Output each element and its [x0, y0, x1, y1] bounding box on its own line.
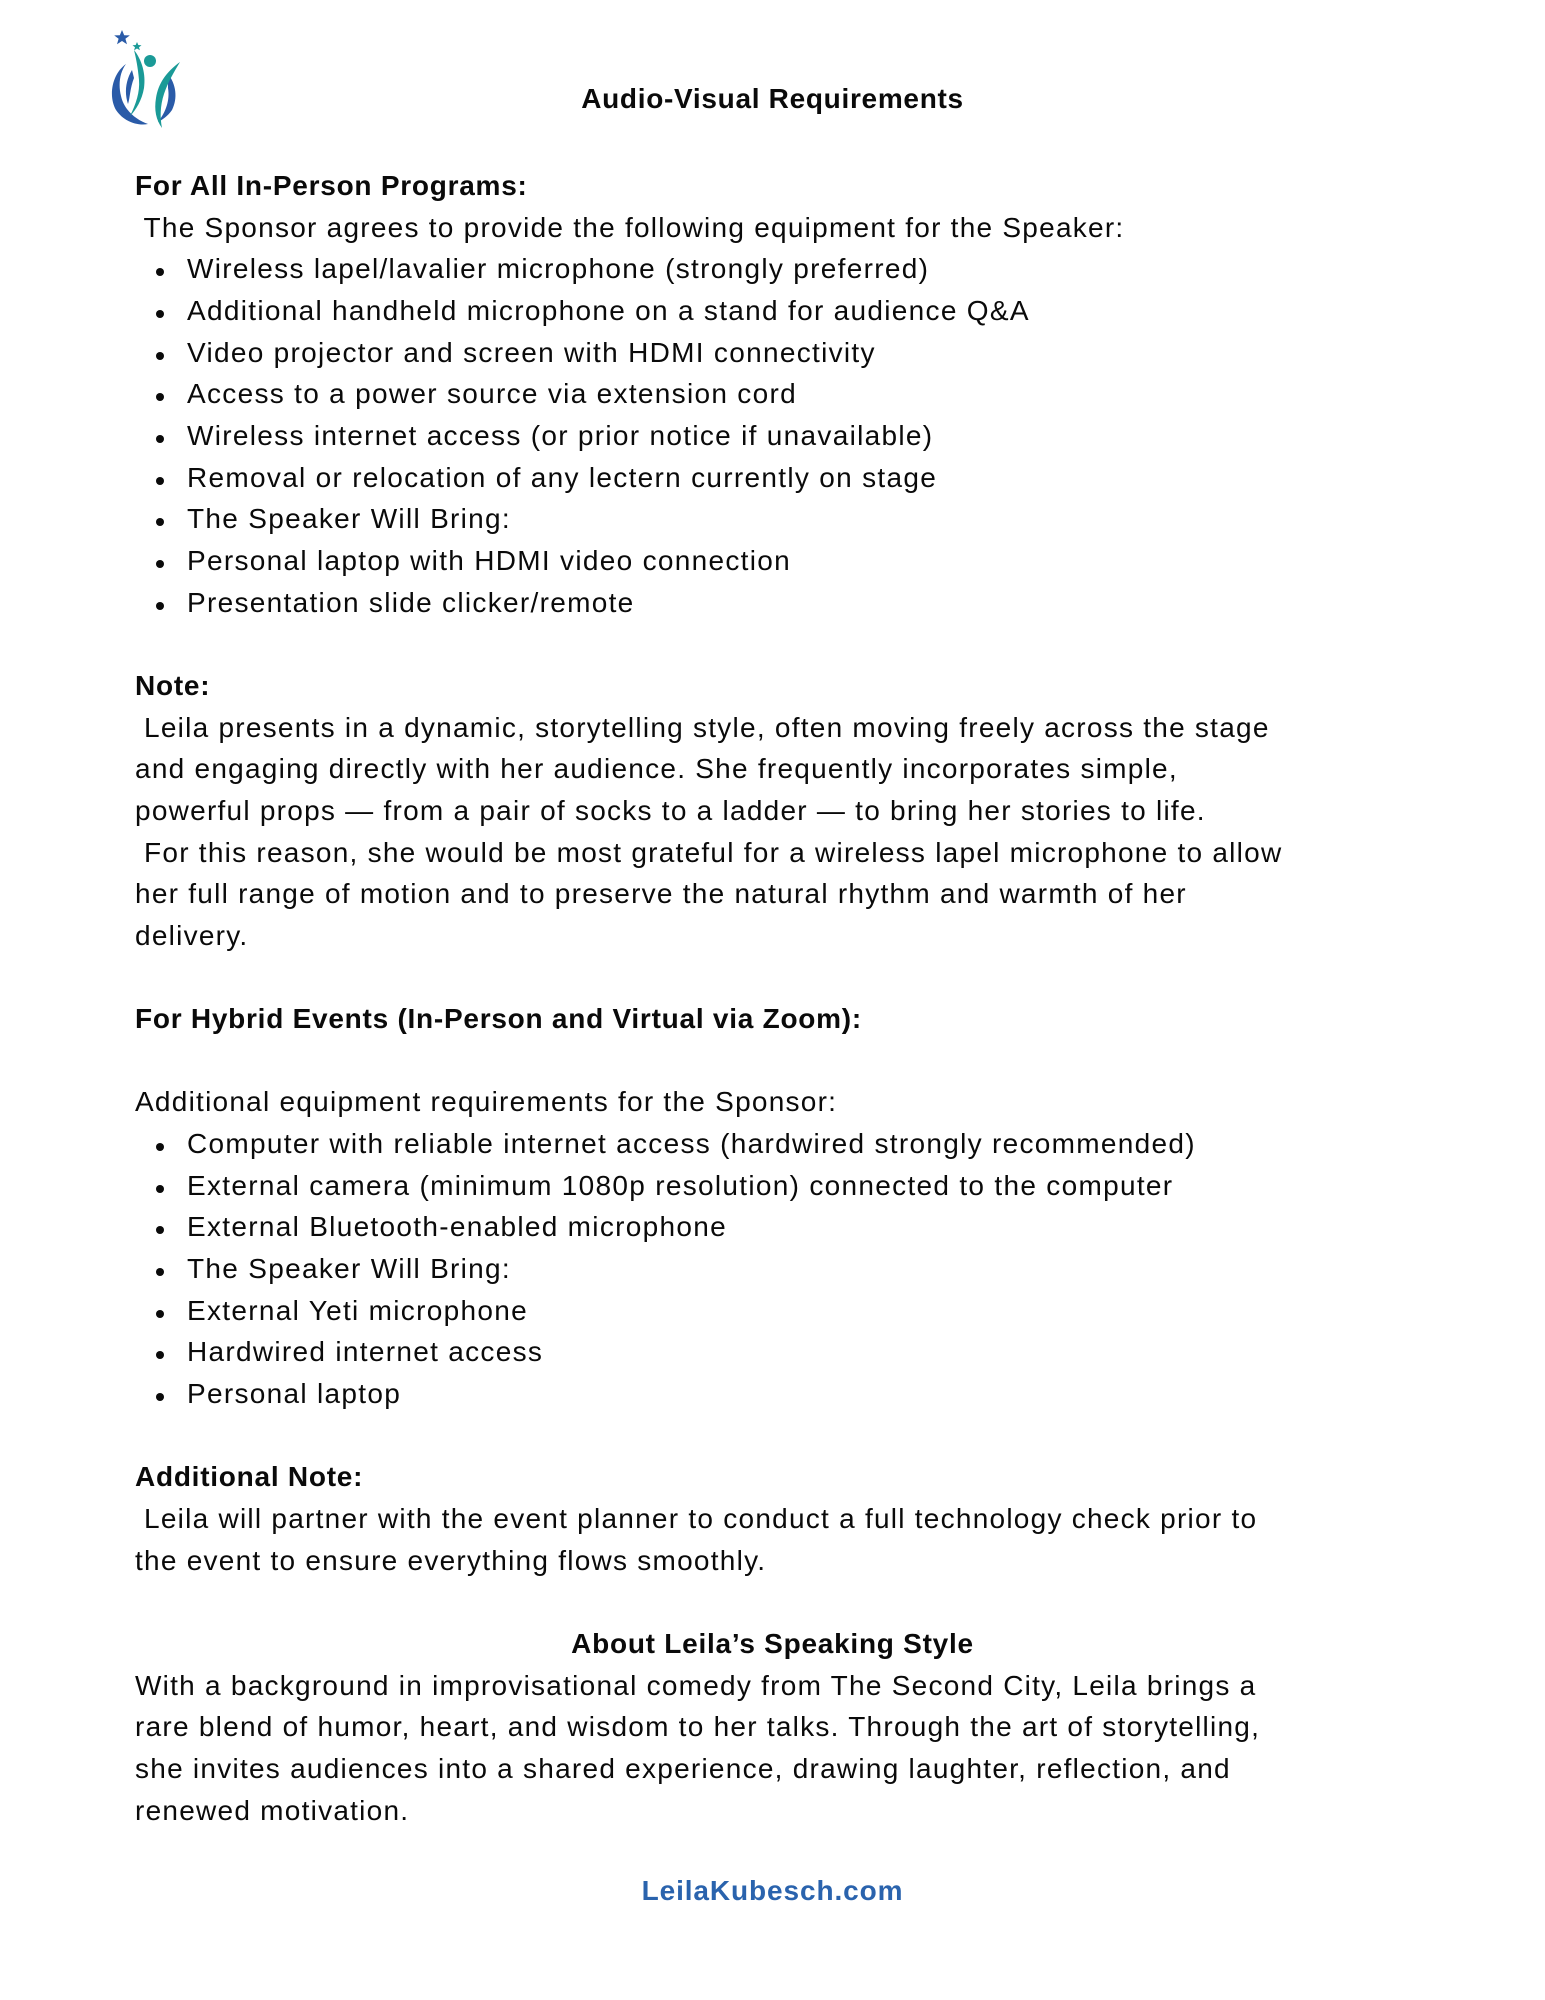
list-item: External Yeti microphone [135, 1290, 1435, 1332]
list-item: The Speaker Will Bring: [135, 1248, 1435, 1290]
about-heading: About Leila’s Speaking Style [571, 1627, 974, 1659]
in-person-heading: For All In-Person Programs: [135, 170, 528, 201]
bullet-icon [156, 310, 164, 318]
about-line: rare blend of humor, heart, and wisdom to her talks. Through the art of storytelling, [135, 1711, 1261, 1743]
large-star-icon [114, 30, 130, 44]
list-item: Presentation slide clicker/remote [135, 582, 1435, 624]
hybrid-intro: Additional equipment requirements for the Sponsor: [135, 1086, 838, 1118]
small-star-icon [133, 42, 142, 50]
bullet-icon [156, 1226, 164, 1234]
spacer [135, 956, 1435, 998]
note-line: For this reason, she would be most grateful for a wireless lapel microphone to allow [135, 836, 1283, 868]
bullet-icon [156, 1185, 164, 1193]
list-item: Wireless internet access (or prior notice if unavailable) [135, 415, 1435, 457]
list-item: Personal laptop with HDMI video connection [135, 540, 1435, 582]
bullet-icon [156, 518, 164, 526]
list-item: Removal or relocation of any lectern currently on stage [135, 457, 1435, 499]
bullet-icon [156, 602, 164, 610]
bullet-icon [156, 1268, 164, 1276]
bullet-icon [156, 1310, 164, 1318]
about-line: With a background in improvisational comedy from The Second City, Leila brings a [135, 1669, 1257, 1701]
list-item: Wireless lapel/lavalier microphone (strongly preferred) [135, 248, 1435, 290]
note-line: her full range of motion and to preserve the natural rhythm and warmth of her [135, 878, 1187, 910]
document-body [135, 165, 1435, 1831]
page-title: Audio-Visual Requirements [581, 83, 964, 114]
list-item: External camera (minimum 1080p resolution) connected to the computer [135, 1165, 1435, 1207]
list-item: The Speaker Will Bring: [135, 498, 1435, 540]
bullet-icon [156, 560, 164, 568]
bullet-icon [156, 268, 164, 276]
about-line: she invites audiences into a shared experience, drawing laughter, reflection, and [135, 1752, 1231, 1784]
spacer [135, 1415, 1435, 1457]
additional-note-heading: Additional Note: [135, 1461, 364, 1493]
bullet-icon [156, 393, 164, 401]
note-line: and engaging directly with her audience. She frequently incorporates simple, [135, 753, 1178, 785]
bullet-icon [156, 1143, 164, 1151]
bullet-icon [156, 1393, 164, 1401]
additional-note-line: Leila will partner with the event planner to conduct a full technology check prior to [135, 1503, 1258, 1534]
spacer [135, 623, 1435, 665]
in-person-intro: The Sponsor agrees to provide the following equipment for the Speaker: [135, 211, 1125, 243]
website-footer [0, 1870, 1545, 1912]
bullet-icon [156, 477, 164, 485]
hybrid-equipment-list [135, 1123, 1435, 1415]
list-item: Access to a power source via extension cord [135, 373, 1435, 415]
note-heading: Note: [135, 669, 211, 701]
in-person-equipment-list [135, 248, 1435, 623]
bullet-icon [156, 435, 164, 443]
list-item: Video projector and screen with HDMI connectivity [135, 332, 1435, 374]
about-line: renewed motivation. [135, 1794, 410, 1826]
additional-note-line: the event to ensure everything flows smoothly. [135, 1544, 767, 1576]
spacer [135, 1040, 1435, 1082]
list-item: External Bluetooth-enabled microphone [135, 1206, 1435, 1248]
note-line: delivery. [135, 919, 249, 951]
note-line: powerful props — from a pair of socks to a ladder — to bring her stories to life. [135, 794, 1206, 826]
figure-head-icon [144, 55, 156, 67]
list-item: Additional handheld microphone on a stand for audience Q&A [135, 290, 1435, 332]
note-line: Leila presents in a dynamic, storytelling style, often moving freely across the stage [135, 711, 1270, 743]
bullet-icon [156, 1351, 164, 1359]
list-item: Computer with reliable internet access (hardwired strongly recommended) [135, 1123, 1435, 1165]
hybrid-heading: For Hybrid Events (In-Person and Virtual via Zoom): [135, 1003, 862, 1035]
bullet-icon [156, 352, 164, 360]
spacer [135, 1581, 1435, 1623]
list-item: Hardwired internet access [135, 1331, 1435, 1373]
list-item: Personal laptop [135, 1373, 1435, 1415]
website-link[interactable]: LeilaKubesch.com [641, 1875, 904, 1906]
